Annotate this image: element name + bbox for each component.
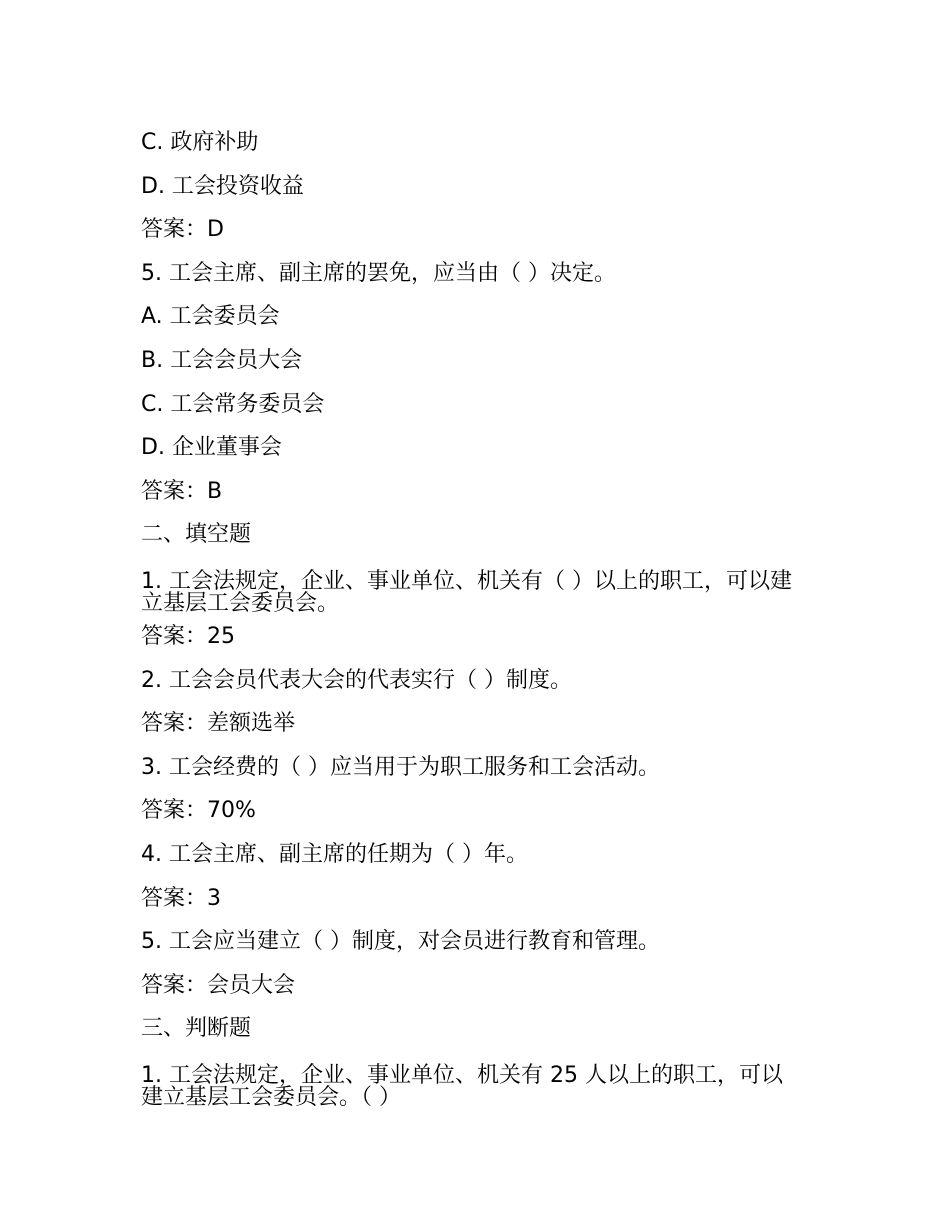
answer-line: 答案：B	[141, 478, 223, 504]
document-body	[141, 121, 821, 1113]
option-b-line: B. 工会会员大会	[141, 347, 303, 373]
question-line: 3. 工会经费的（ ）应当用于为职工服务和工会活动。	[141, 754, 660, 780]
question-line: 1. 工会法规定，企业、事业单位、机关有（ ）以上的职工，可以建立基层工会委员会。	[141, 568, 792, 616]
option-d-line: D. 工会投资收益	[141, 173, 304, 199]
question-line: 4. 工会主席、副主席的任期为（ ）年。	[141, 841, 528, 867]
answer-line: 答案：D	[141, 217, 224, 243]
question-line: 5. 工会应当建立（ ）制度，对会员进行教育和管理。	[141, 929, 660, 955]
question-line: 2. 工会会员代表大会的代表实行（ ）制度。	[141, 667, 572, 693]
section-heading-fill-in: 二、填空题	[141, 522, 252, 548]
option-c-line: C. 政府补助	[141, 130, 259, 155]
answer-line: 答案：3	[141, 885, 221, 911]
answer-line: 答案：70%	[141, 798, 256, 824]
question-line: 5. 工会主席、副主席的罢免，应当由（ ）决定。	[141, 260, 616, 286]
answer-line: 答案：差额选举	[141, 711, 296, 737]
section-heading-true-false: 三、判断题	[141, 1016, 252, 1042]
option-d-line: D. 企业董事会	[141, 435, 282, 461]
option-c-line: C. 工会常务委员会	[141, 391, 325, 417]
answer-line: 答案：会员大会	[141, 972, 296, 998]
question-line: 1. 工会法规定，企业、事业单位、机关有 25 人以上的职工，可以建立基层工会委员会。（ ）	[141, 1062, 783, 1110]
option-a-line: A. 工会委员会	[141, 304, 280, 330]
answer-line: 答案：25	[141, 623, 235, 649]
